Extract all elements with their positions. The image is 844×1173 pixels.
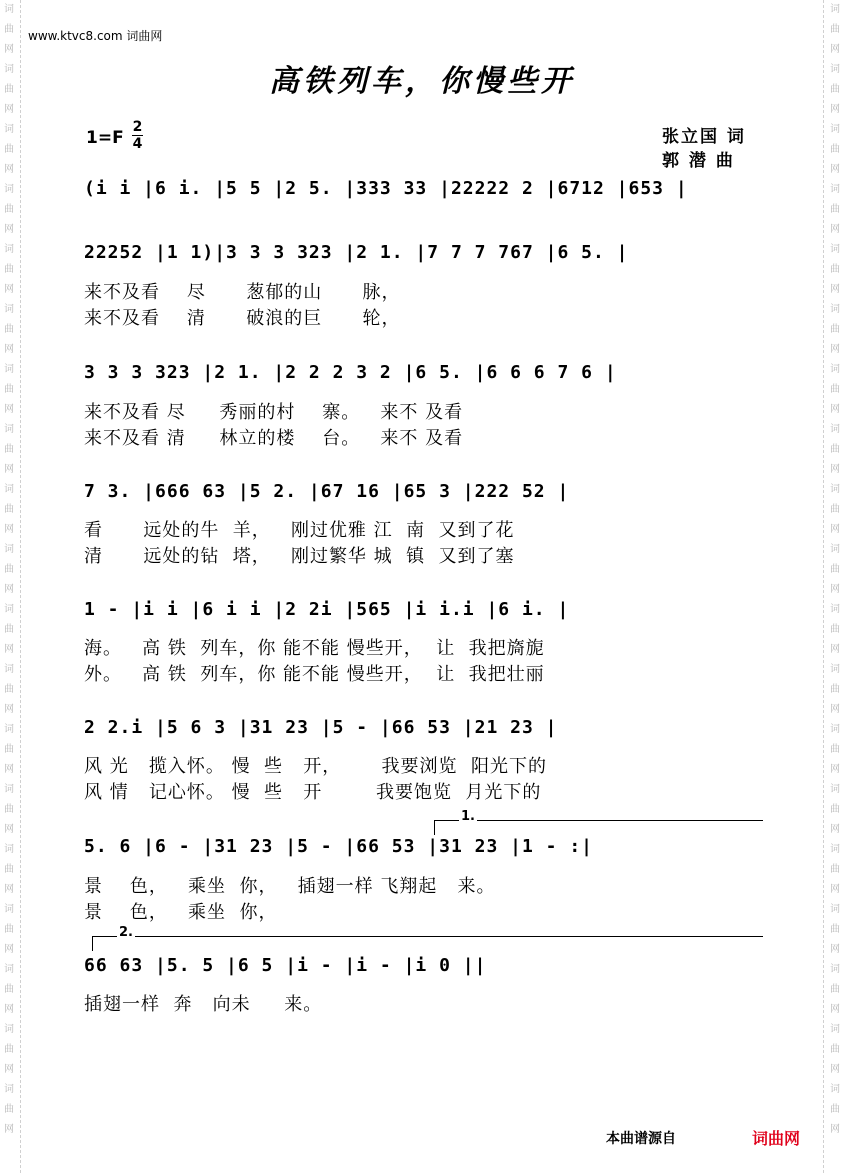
footer-source-text: 本曲谱源自 bbox=[606, 1131, 676, 1147]
score-line-1: (i i |6 i. |5 5 |2 5. |333 33 |22222 2 |6712 |653 | bbox=[84, 178, 688, 199]
lyric-line-5b: 外。 高 铁 列车，你 能不能 慢些开， 让 我把壮丽 bbox=[84, 664, 545, 685]
watermark-char: 词 bbox=[830, 724, 840, 735]
watermark-char: 词 bbox=[4, 904, 14, 915]
watermark-char: 曲 bbox=[830, 684, 840, 695]
watermark-char: 词 bbox=[830, 484, 840, 495]
watermark-char: 曲 bbox=[4, 684, 14, 695]
watermark-char: 网 bbox=[4, 944, 14, 955]
watermark-char: 网 bbox=[4, 1124, 14, 1135]
watermark-char: 网 bbox=[830, 884, 840, 895]
watermark-char: 词 bbox=[830, 304, 840, 315]
watermark-char: 词 bbox=[4, 544, 14, 555]
lyric-line-7a: 景 色， 乘坐 你， 插翅一样 飞翔起 来。 bbox=[84, 876, 496, 897]
watermark-char: 曲 bbox=[830, 864, 840, 875]
watermark-char: 曲 bbox=[830, 624, 840, 635]
watermark-char: 曲 bbox=[4, 744, 14, 755]
watermark-char: 词 bbox=[4, 244, 14, 255]
watermark-char: 网 bbox=[4, 224, 14, 235]
watermark-char: 网 bbox=[4, 1004, 14, 1015]
score-line-8: 66 63 |5. 5 |6 5 |i - |i - |i 0 || bbox=[84, 955, 487, 976]
volta-2-label: 2. bbox=[119, 925, 133, 940]
watermark-char: 词 bbox=[830, 424, 840, 435]
watermark-char: 网 bbox=[830, 644, 840, 655]
watermark-char: 网 bbox=[830, 164, 840, 175]
watermark-char: 曲 bbox=[4, 264, 14, 275]
right-border-line bbox=[823, 0, 824, 1173]
watermark-char: 曲 bbox=[830, 24, 840, 35]
watermark-char: 网 bbox=[4, 824, 14, 835]
watermark-char: 曲 bbox=[830, 144, 840, 155]
watermark-char: 词 bbox=[4, 1024, 14, 1035]
watermark-char: 网 bbox=[4, 584, 14, 595]
watermark-char: 词 bbox=[4, 4, 14, 15]
watermark-char: 词 bbox=[4, 664, 14, 675]
watermark-char: 网 bbox=[830, 464, 840, 475]
watermark-char: 网 bbox=[830, 344, 840, 355]
composer-credit: 郭 潜 曲 bbox=[662, 151, 735, 171]
lyric-line-2a: 来不及看 尽 葱郁的山 脉， bbox=[84, 282, 401, 303]
lyric-line-2b: 来不及看 清 破浪的巨 轮， bbox=[84, 308, 401, 329]
watermark-char: 网 bbox=[830, 104, 840, 115]
watermark-char: 曲 bbox=[830, 744, 840, 755]
watermark-char: 网 bbox=[830, 44, 840, 55]
watermark-char: 词 bbox=[830, 964, 840, 975]
watermark-char: 词 bbox=[4, 1084, 14, 1095]
watermark-char: 词 bbox=[830, 364, 840, 375]
watermark-char: 词 bbox=[4, 964, 14, 975]
left-watermark bbox=[2, 0, 16, 1173]
watermark-char: 词 bbox=[830, 784, 840, 795]
watermark-char: 曲 bbox=[4, 444, 14, 455]
watermark-char: 网 bbox=[4, 704, 14, 715]
watermark-char: 曲 bbox=[4, 384, 14, 395]
watermark-char: 网 bbox=[830, 284, 840, 295]
lyric-line-8a: 插翅一样 奔 向未 来。 bbox=[84, 994, 323, 1015]
watermark-char: 网 bbox=[4, 344, 14, 355]
watermark-char: 词 bbox=[830, 604, 840, 615]
watermark-char: 曲 bbox=[4, 144, 14, 155]
watermark-char: 网 bbox=[4, 44, 14, 55]
watermark-char: 曲 bbox=[830, 984, 840, 995]
lyric-line-4a: 看 远处的牛 羊， 刚过优雅 江 南 又到了花 bbox=[84, 520, 515, 541]
watermark-char: 曲 bbox=[830, 84, 840, 95]
volta-1-label: 1. bbox=[461, 809, 475, 824]
watermark-char: 网 bbox=[830, 764, 840, 775]
watermark-char: 网 bbox=[830, 524, 840, 535]
watermark-char: 词 bbox=[4, 724, 14, 735]
watermark-char: 网 bbox=[830, 824, 840, 835]
watermark-char: 网 bbox=[830, 1064, 840, 1075]
watermark-char: 词 bbox=[830, 1084, 840, 1095]
watermark-char: 词 bbox=[4, 844, 14, 855]
watermark-char: 网 bbox=[4, 884, 14, 895]
meter-top: 2 bbox=[132, 119, 143, 135]
watermark-char: 词 bbox=[4, 124, 14, 135]
watermark-char: 曲 bbox=[4, 1044, 14, 1055]
watermark-char: 曲 bbox=[4, 564, 14, 575]
watermark-char: 曲 bbox=[830, 444, 840, 455]
watermark-char: 曲 bbox=[830, 504, 840, 515]
watermark-char: 词 bbox=[4, 364, 14, 375]
site-url[interactable]: www.ktvc8.com 词曲网 bbox=[28, 29, 163, 43]
watermark-char: 曲 bbox=[4, 1104, 14, 1115]
watermark-char: 网 bbox=[830, 584, 840, 595]
watermark-char: 网 bbox=[4, 644, 14, 655]
watermark-char: 曲 bbox=[830, 804, 840, 815]
watermark-char: 网 bbox=[4, 764, 14, 775]
watermark-char: 网 bbox=[4, 104, 14, 115]
watermark-char: 网 bbox=[4, 524, 14, 535]
score-line-4: 7 3. |666 63 |5 2. |67 16 |65 3 |222 52 | bbox=[84, 481, 570, 502]
watermark-char: 网 bbox=[830, 944, 840, 955]
volta-bracket-2 bbox=[92, 925, 763, 951]
lyric-line-5a: 海。 高 铁 列车，你 能不能 慢些开， 让 我把旖旎 bbox=[84, 638, 545, 659]
lyric-line-3b: 来不及看 清 林立的楼 台。 来不 及看 bbox=[84, 428, 464, 449]
watermark-char: 词 bbox=[830, 1024, 840, 1035]
score-line-6: 2 2.i |5 6 3 |31 23 |5 - |66 53 |21 23 | bbox=[84, 717, 558, 738]
watermark-char: 曲 bbox=[4, 204, 14, 215]
song-title: 高铁列车，你慢些开 bbox=[269, 64, 575, 99]
watermark-char: 网 bbox=[4, 404, 14, 415]
watermark-char: 曲 bbox=[4, 24, 14, 35]
watermark-char: 网 bbox=[4, 284, 14, 295]
watermark-char: 曲 bbox=[4, 924, 14, 935]
watermark-char: 网 bbox=[4, 1064, 14, 1075]
watermark-char: 网 bbox=[830, 704, 840, 715]
score-line-2: 22252 |1 1)|3 3 3 323 |2 1. |7 7 7 767 |6 5. | bbox=[84, 242, 629, 263]
lyric-line-6b: 风 情 记心怀。 慢 些 开 我要饱览 月光下的 bbox=[84, 782, 542, 803]
watermark-char: 词 bbox=[4, 484, 14, 495]
lyric-line-4b: 清 远处的钻 塔， 刚过繁华 城 镇 又到了塞 bbox=[84, 546, 515, 567]
left-border-line bbox=[20, 0, 21, 1173]
watermark-char: 曲 bbox=[4, 984, 14, 995]
watermark-char: 网 bbox=[830, 404, 840, 415]
meter-bottom: 4 bbox=[132, 136, 143, 152]
watermark-char: 词 bbox=[830, 664, 840, 675]
key-signature: 1=F bbox=[86, 128, 124, 148]
lyric-line-3a: 来不及看 尽 秀丽的村 寨。 来不 及看 bbox=[84, 402, 464, 423]
watermark-char: 曲 bbox=[4, 504, 14, 515]
score-line-5: 1 - |i i |6 i i |2 2i |565 |i i.i |6 i. | bbox=[84, 599, 570, 620]
watermark-char: 词 bbox=[4, 604, 14, 615]
watermark-char: 词 bbox=[830, 844, 840, 855]
watermark-char: 词 bbox=[830, 124, 840, 135]
lyric-line-7b: 景 色， 乘坐 你， bbox=[84, 902, 278, 923]
watermark-char: 网 bbox=[830, 1124, 840, 1135]
watermark-char: 词 bbox=[4, 64, 14, 75]
watermark-char: 词 bbox=[830, 64, 840, 75]
watermark-char: 曲 bbox=[830, 324, 840, 335]
watermark-char: 曲 bbox=[830, 384, 840, 395]
watermark-char: 网 bbox=[830, 224, 840, 235]
watermark-char: 曲 bbox=[830, 204, 840, 215]
watermark-char: 曲 bbox=[4, 84, 14, 95]
watermark-char: 词 bbox=[830, 184, 840, 195]
watermark-char: 网 bbox=[830, 1004, 840, 1015]
watermark-char: 曲 bbox=[830, 924, 840, 935]
watermark-char: 曲 bbox=[4, 804, 14, 815]
lyric-line-6a: 风 光 揽入怀。 慢 些 开， 我要浏览 阳光下的 bbox=[84, 756, 547, 777]
watermark-char: 词 bbox=[4, 184, 14, 195]
watermark-char: 曲 bbox=[830, 264, 840, 275]
right-watermark bbox=[828, 0, 842, 1173]
watermark-char: 曲 bbox=[830, 1044, 840, 1055]
watermark-char: 词 bbox=[4, 424, 14, 435]
watermark-char: 曲 bbox=[830, 1104, 840, 1115]
score-line-3: 3 3 3 323 |2 1. |2 2 2 3 2 |6 5. |6 6 6 7 6 | bbox=[84, 362, 617, 383]
watermark-char: 曲 bbox=[4, 864, 14, 875]
watermark-char: 词 bbox=[830, 544, 840, 555]
lyricist-credit: 张立国 词 bbox=[662, 127, 746, 147]
volta-bracket-1 bbox=[434, 809, 763, 835]
watermark-char: 网 bbox=[4, 464, 14, 475]
watermark-char: 词 bbox=[830, 904, 840, 915]
watermark-char: 曲 bbox=[4, 624, 14, 635]
watermark-char: 词 bbox=[830, 4, 840, 15]
watermark-char: 词 bbox=[830, 244, 840, 255]
watermark-char: 曲 bbox=[830, 564, 840, 575]
watermark-char: 词 bbox=[4, 784, 14, 795]
watermark-char: 网 bbox=[4, 164, 14, 175]
watermark-char: 曲 bbox=[4, 324, 14, 335]
footer-logo[interactable]: 词曲网 bbox=[752, 1129, 801, 1148]
watermark-char: 词 bbox=[4, 304, 14, 315]
time-signature bbox=[132, 119, 143, 152]
score-line-7: 5. 6 |6 - |31 23 |5 - |66 53 |31 23 |1 - :| bbox=[84, 836, 593, 857]
